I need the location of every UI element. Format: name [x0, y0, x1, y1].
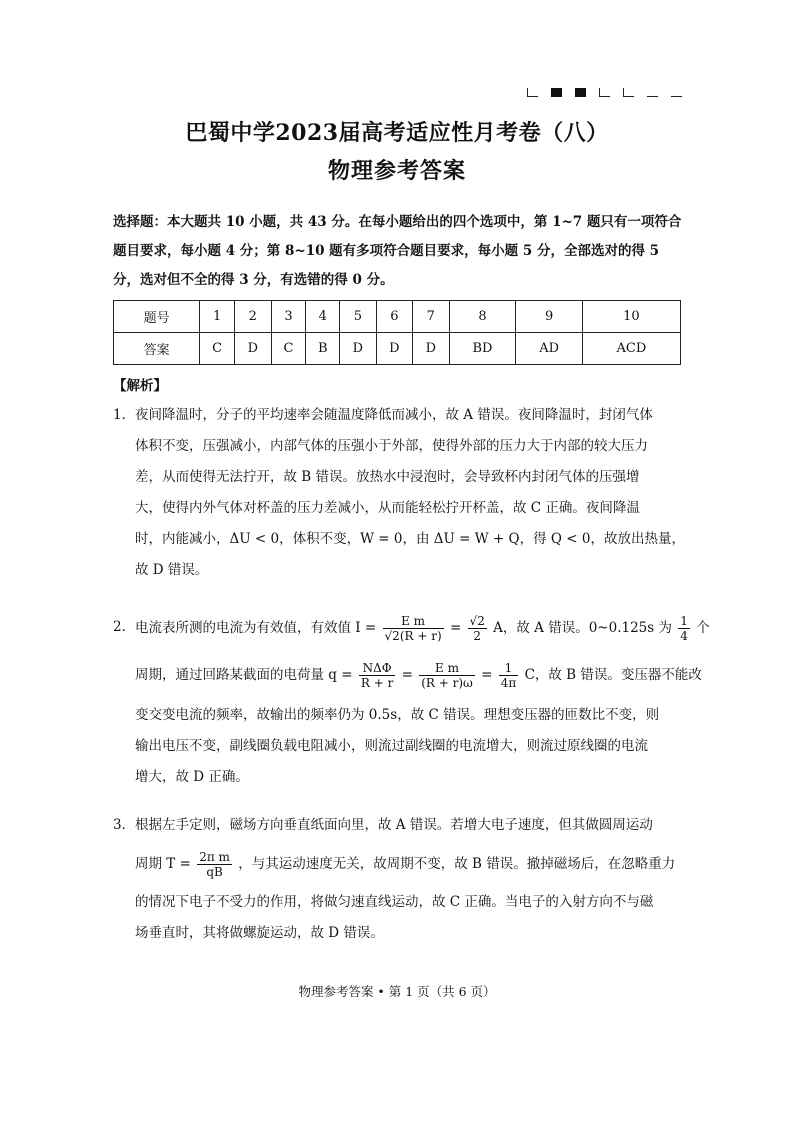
item-text-line: 夜间降温时，分子的平均速率会随温度降低而减小，故 A 错误。夜间降温时，封闭气体	[135, 407, 653, 423]
text-run: A，故 A 错误。0~0.125s 为	[493, 620, 672, 636]
item-formula-line	[135, 650, 702, 700]
answer-cell: B	[306, 333, 340, 365]
question-number: 2	[235, 301, 271, 333]
text-run: 电流表所测的电流为有效值，有效值 I =	[135, 620, 377, 636]
text-run: =	[401, 667, 413, 683]
item-text-line: 的情况下电子不受力的作用，将做匀速直线运动，故 C 正确。当电子的入射方向不与磁	[135, 894, 654, 910]
answer-cell: D	[376, 333, 412, 365]
item-text-line: 大，使得内外气体对杯盖的压力差减小，从而能轻松拧开杯盖，故 C 正确。夜间降温	[135, 500, 640, 516]
fraction-denominator: √2(R + r)	[384, 629, 442, 643]
analysis-item-1	[113, 400, 683, 586]
fraction-numerator: 1	[680, 614, 688, 628]
item-text-line: 输出电压不变，副线圈负载电阻减小，则流过副线圈的电流增大，则流过原线圈的电流	[135, 738, 648, 754]
fraction	[678, 614, 690, 643]
item-text-line: 增大，故 D 正确。	[135, 769, 249, 785]
fraction-denominator: qB	[206, 865, 223, 879]
answer-cell: D	[235, 333, 271, 365]
text-run: 个	[696, 620, 710, 636]
fraction-numerator: √2	[469, 614, 485, 628]
analysis-item-3	[113, 810, 683, 949]
item-text-line: 变交变电流的频率，故输出的频率仍为 0.5s，故 C 错误。理想变压器的匝数比不变，则	[135, 707, 660, 723]
text-run: =	[449, 620, 462, 636]
analysis-heading: 【解析】	[113, 378, 167, 394]
question-number: 9	[516, 301, 582, 333]
answer-table	[113, 300, 681, 365]
text-run: 周期，通过回路某截面的电荷量 q =	[135, 667, 353, 683]
text-run: =	[481, 667, 493, 683]
fraction-numerator: E m	[419, 661, 475, 676]
page-footer: 物理参考答案 • 第 1 页（共 6 页）	[298, 984, 496, 999]
item-formula-line	[135, 606, 710, 650]
item-text-line: 体积不变，压强减小，内部气体的压强小于外部，使得外部的压力大于内部的较大压力	[135, 438, 648, 454]
fraction	[419, 661, 475, 690]
item-text-line: 故 D 错误。	[135, 562, 209, 578]
section-instructions: 选择题：本大题共 10 小题，共 43 分。在每小题给出的四个选项中，第 1~7 题只有一项符合题目要求，每小题 4 分；第 8~10 题有多项符合题目要求，每小题 5 分，全部选对的得 5 分，选对但不全的得 3 分，有选错的得 0 分。	[113, 214, 682, 288]
answer-cell: C	[200, 333, 235, 365]
item-text-line: 差，从而使得无法拧开，故 B 错误。放热水中浸泡时，会导致杯内封闭气体的压强增	[135, 469, 640, 485]
item-text-line: 时，内能减小，ΔU < 0，体积不变，W = 0，由 ΔU = W + Q，得 Q < 0，故放出热量，	[135, 531, 685, 547]
page-position-marks	[527, 88, 687, 100]
item-number: 1．	[113, 407, 136, 423]
question-number: 5	[340, 301, 376, 333]
question-number: 10	[582, 301, 680, 333]
fraction-numerator: 2π m	[199, 850, 230, 864]
text-run: ，与其运动速度无关，故周期不变，故 B 错误。撤掉磁场后，在忽略重力	[238, 856, 676, 872]
row-label: 答案	[114, 333, 200, 365]
question-number: 3	[271, 301, 306, 333]
fraction-numerator: E m	[383, 614, 444, 629]
answer-cell: C	[271, 333, 306, 365]
question-number: 4	[306, 301, 340, 333]
fraction	[359, 661, 395, 690]
text-run: 周期 T =	[135, 856, 191, 872]
table-row-answers	[114, 333, 681, 365]
fraction-numerator: 1	[499, 661, 519, 676]
item-number: 2．	[113, 619, 136, 635]
fraction-denominator: R + r	[360, 676, 394, 690]
row-label: 题号	[114, 301, 200, 333]
answer-cell: ACD	[582, 333, 680, 365]
item-text-line: 场垂直时，其将做螺旋运动，故 D 错误。	[135, 925, 384, 941]
page-subtitle: 物理参考答案	[327, 158, 466, 184]
fraction	[499, 661, 519, 690]
fraction	[197, 850, 232, 879]
answer-cell: AD	[516, 333, 582, 365]
question-number: 6	[376, 301, 412, 333]
fraction-denominator: 2	[473, 629, 481, 643]
fraction-denominator: 4π	[500, 676, 517, 690]
fraction	[383, 614, 444, 643]
fraction-denominator: 4	[680, 629, 688, 643]
analysis-item-2	[113, 606, 710, 793]
question-number: 8	[449, 301, 516, 333]
fraction-denominator: (R + r)ω	[421, 676, 473, 690]
question-number: 7	[413, 301, 449, 333]
answer-cell: BD	[449, 333, 516, 365]
fraction	[468, 614, 487, 643]
page-title: 巴蜀中学2023届高考适应性月考卷（八）	[185, 120, 609, 146]
text-run: C，故 B 错误。变压器不能改	[524, 667, 702, 683]
answer-cell: D	[340, 333, 376, 365]
fraction-numerator: NΔΦ	[359, 661, 395, 676]
question-number: 1	[200, 301, 235, 333]
item-formula-line	[135, 841, 683, 887]
item-number: 3．	[113, 817, 136, 833]
table-row-numbers	[114, 301, 681, 333]
item-text-line: 根据左手定则，磁场方向垂直纸面向里，故 A 错误。若增大电子速度，但其做圆周运动	[135, 817, 653, 833]
answer-cell: D	[413, 333, 449, 365]
